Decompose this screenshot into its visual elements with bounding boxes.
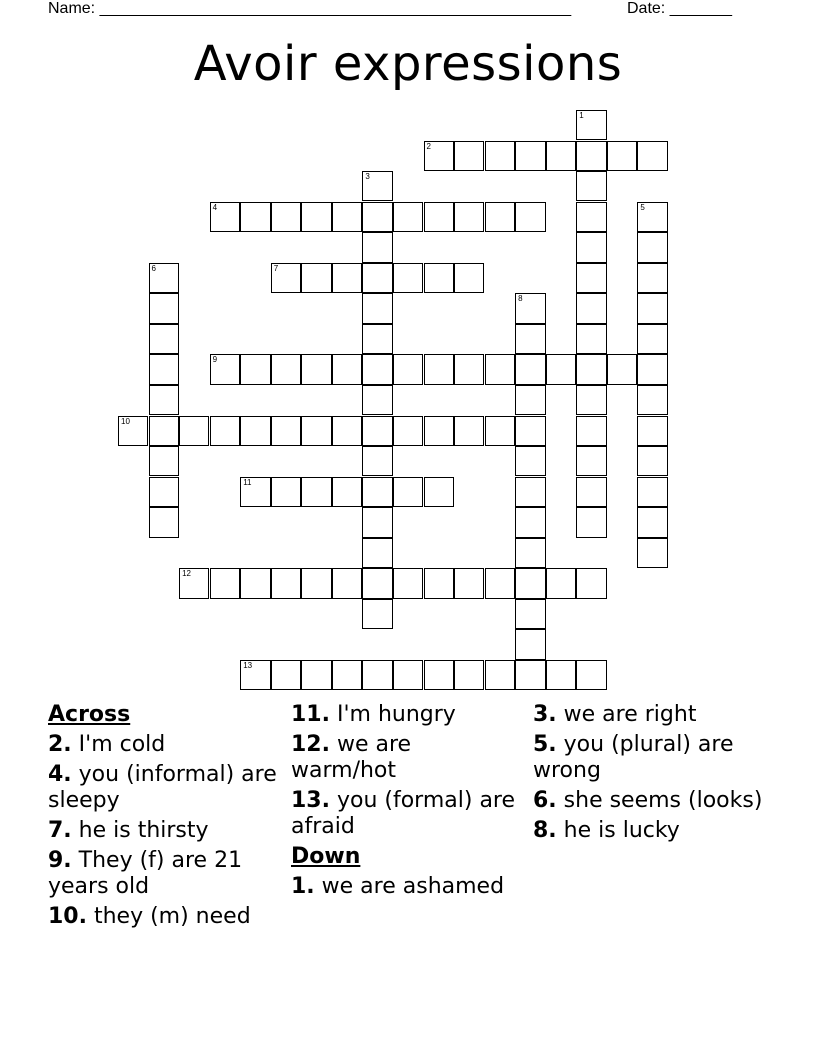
grid-cell[interactable]	[576, 385, 606, 415]
grid-cell[interactable]	[637, 416, 667, 446]
grid-cell[interactable]	[454, 202, 484, 232]
grid-cell[interactable]	[576, 293, 606, 323]
clue-number-label: 5.	[533, 732, 557, 757]
grid-cell[interactable]	[637, 324, 667, 354]
grid-cell[interactable]	[515, 477, 545, 507]
clue-item	[48, 732, 278, 758]
clue-number: 7	[273, 263, 279, 273]
grid-cell[interactable]	[637, 141, 667, 171]
grid-cell[interactable]	[576, 324, 606, 354]
grid-cell[interactable]	[515, 629, 545, 659]
grid-cell[interactable]	[454, 141, 484, 171]
grid-cell[interactable]	[637, 202, 667, 232]
grid-cell[interactable]	[607, 141, 637, 171]
clue-text: I'm hungry	[329, 702, 456, 727]
grid-cell[interactable]	[332, 416, 362, 446]
clue-item	[533, 788, 763, 814]
clue-text: she seems (looks)	[556, 788, 763, 813]
grid-cell[interactable]	[332, 660, 362, 690]
grid-cell[interactable]	[271, 202, 301, 232]
clue-number: 11	[243, 477, 252, 487]
grid-cell[interactable]	[515, 324, 545, 354]
grid-cell[interactable]	[637, 446, 667, 476]
grid-cell[interactable]	[576, 446, 606, 476]
clue-number: 12	[182, 569, 191, 579]
grid-cell[interactable]	[485, 660, 515, 690]
grid-cell[interactable]	[637, 354, 667, 384]
grid-cell[interactable]	[576, 110, 606, 140]
clue-number-label: 2.	[48, 732, 72, 757]
grid-cell[interactable]	[332, 477, 362, 507]
clue-column-3	[533, 702, 763, 848]
clue-item	[48, 818, 278, 844]
clue-number-label: 11.	[291, 702, 330, 727]
grid-cell[interactable]	[515, 660, 545, 690]
grid-cell[interactable]	[210, 568, 240, 598]
grid-cell[interactable]	[149, 385, 179, 415]
grid-cell[interactable]	[210, 202, 240, 232]
grid-cell[interactable]	[546, 141, 576, 171]
grid-cell[interactable]	[271, 354, 301, 384]
grid-cell[interactable]	[240, 660, 270, 690]
clue-number: 9	[212, 355, 218, 365]
grid-cell[interactable]	[576, 568, 606, 598]
grid-cell[interactable]	[149, 446, 179, 476]
clue-item	[291, 788, 521, 840]
grid-cell[interactable]	[515, 385, 545, 415]
grid-cell[interactable]	[576, 416, 606, 446]
clue-item	[533, 818, 763, 844]
clue-text: I'm cold	[71, 732, 166, 757]
clue-item	[48, 848, 278, 900]
grid-cell[interactable]	[576, 660, 606, 690]
grid-cell[interactable]	[515, 538, 545, 568]
grid-cell[interactable]	[485, 354, 515, 384]
clue-text: we are right	[556, 702, 697, 727]
across-heading: Across	[48, 702, 131, 727]
grid-cell[interactable]	[576, 171, 606, 201]
clue-number-label: 8.	[533, 818, 557, 843]
grid-cell[interactable]	[362, 446, 392, 476]
grid-cell[interactable]	[271, 568, 301, 598]
grid-cell[interactable]	[393, 660, 423, 690]
clue-item	[533, 732, 763, 784]
grid-cell[interactable]	[149, 293, 179, 323]
grid-cell[interactable]	[362, 660, 392, 690]
grid-cell[interactable]	[149, 477, 179, 507]
grid-cell[interactable]	[362, 538, 392, 568]
grid-cell[interactable]	[576, 477, 606, 507]
clue-number: 6	[151, 263, 156, 273]
grid-cell[interactable]	[210, 354, 240, 384]
clue-item	[533, 702, 763, 728]
clue-item	[291, 702, 521, 728]
grid-cell[interactable]	[637, 538, 667, 568]
grid-cell[interactable]	[424, 477, 454, 507]
grid-cell[interactable]	[576, 354, 606, 384]
grid-cell[interactable]	[362, 568, 392, 598]
grid-cell[interactable]	[332, 354, 362, 384]
clue-text: he is thirsty	[71, 818, 209, 843]
grid-cell[interactable]	[576, 141, 606, 171]
grid-cell[interactable]	[637, 232, 667, 262]
grid-cell[interactable]	[637, 477, 667, 507]
grid-cell[interactable]	[485, 202, 515, 232]
clue-item	[48, 904, 278, 930]
down-heading: Down	[291, 844, 361, 869]
clue-item	[291, 874, 521, 900]
grid-cell[interactable]	[515, 141, 545, 171]
grid-cell[interactable]	[515, 354, 545, 384]
grid-cell[interactable]	[179, 568, 209, 598]
grid-cell[interactable]	[424, 416, 454, 446]
grid-cell[interactable]	[271, 263, 301, 293]
grid-cell[interactable]	[362, 354, 392, 384]
grid-cell[interactable]	[546, 354, 576, 384]
grid-cell[interactable]	[576, 507, 606, 537]
grid-cell[interactable]	[179, 416, 209, 446]
grid-cell[interactable]	[271, 660, 301, 690]
grid-cell[interactable]	[424, 660, 454, 690]
grid-cell[interactable]	[424, 354, 454, 384]
grid-cell[interactable]	[362, 507, 392, 537]
grid-cell[interactable]	[362, 324, 392, 354]
grid-cell[interactable]	[240, 568, 270, 598]
grid-cell[interactable]	[576, 263, 606, 293]
grid-cell[interactable]	[240, 202, 270, 232]
clue-number: 5	[640, 202, 645, 212]
clue-text: They (f) are 21 years old	[48, 848, 243, 899]
grid-cell[interactable]	[271, 477, 301, 507]
clue-text: we are warm/hot	[291, 732, 412, 783]
clue-column-2	[291, 702, 521, 904]
grid-cell[interactable]	[362, 202, 392, 232]
grid-cell[interactable]	[637, 507, 667, 537]
grid-cell[interactable]	[149, 324, 179, 354]
grid-cell[interactable]	[362, 477, 392, 507]
grid-cell[interactable]	[454, 660, 484, 690]
clue-number: 10	[121, 416, 130, 426]
clue-number: 4	[212, 202, 218, 212]
grid-cell[interactable]	[149, 263, 179, 293]
grid-cell[interactable]	[515, 599, 545, 629]
clue-number: 8	[518, 294, 523, 304]
grid-cell[interactable]	[149, 507, 179, 537]
grid-cell[interactable]	[271, 416, 301, 446]
clue-number-label: 10.	[48, 904, 87, 929]
grid-cell[interactable]	[485, 568, 515, 598]
clue-text: we are ashamed	[314, 874, 505, 899]
grid-cell[interactable]	[424, 202, 454, 232]
clue-number-label: 12.	[291, 732, 330, 757]
grid-cell[interactable]	[454, 416, 484, 446]
grid-cell[interactable]	[362, 171, 392, 201]
clue-number-label: 3.	[533, 702, 557, 727]
clue-number-label: 13.	[291, 788, 330, 813]
clue-number-label: 9.	[48, 848, 72, 873]
clue-text: you (plural) are wrong	[533, 732, 734, 783]
clue-number-label: 6.	[533, 788, 557, 813]
grid-cell[interactable]	[332, 263, 362, 293]
date-field-label: Date: _______	[627, 0, 732, 17]
clue-number-label: 7.	[48, 818, 72, 843]
grid-cell[interactable]	[393, 354, 423, 384]
name-field-label: Name: _____________________________________________________	[48, 0, 572, 17]
grid-cell[interactable]	[424, 263, 454, 293]
clue-text: you (informal) are sleepy	[48, 762, 277, 813]
grid-cell[interactable]	[546, 568, 576, 598]
clue-number: 1	[579, 111, 584, 120]
clue-number: 3	[365, 172, 370, 182]
grid-cell[interactable]	[637, 293, 667, 323]
clue-number: 2	[426, 141, 431, 151]
page-title: Avoir expressions	[193, 36, 623, 92]
grid-cell[interactable]	[301, 202, 331, 232]
grid-cell[interactable]	[362, 599, 392, 629]
grid-cell[interactable]	[210, 416, 240, 446]
grid-cell[interactable]	[607, 354, 637, 384]
grid-cell[interactable]	[424, 141, 454, 171]
grid-cell[interactable]	[362, 416, 392, 446]
grid-cell[interactable]	[515, 568, 545, 598]
grid-cell[interactable]	[240, 477, 270, 507]
clue-item	[291, 732, 521, 784]
grid-cell[interactable]	[485, 141, 515, 171]
grid-cell[interactable]	[576, 232, 606, 262]
grid-cell[interactable]	[637, 263, 667, 293]
grid-cell[interactable]	[332, 202, 362, 232]
grid-cell[interactable]	[332, 568, 362, 598]
clue-item	[48, 762, 278, 814]
grid-cell[interactable]	[393, 477, 423, 507]
grid-cell[interactable]	[393, 263, 423, 293]
grid-cell[interactable]	[576, 202, 606, 232]
grid-cell[interactable]	[362, 232, 392, 262]
grid-cell[interactable]	[301, 263, 331, 293]
grid-cell[interactable]	[454, 568, 484, 598]
grid-cell[interactable]	[393, 202, 423, 232]
grid-cell[interactable]	[454, 354, 484, 384]
clue-text: he is lucky	[556, 818, 680, 843]
grid-cell[interactable]	[301, 354, 331, 384]
grid-cell[interactable]	[301, 477, 331, 507]
grid-cell[interactable]	[515, 446, 545, 476]
clue-number-label: 4.	[48, 762, 72, 787]
grid-cell[interactable]	[393, 568, 423, 598]
grid-cell[interactable]	[485, 416, 515, 446]
clue-text: they (m) need	[86, 904, 251, 929]
grid-cell[interactable]	[515, 507, 545, 537]
grid-cell[interactable]	[546, 660, 576, 690]
grid-cell[interactable]	[149, 354, 179, 384]
grid-cell[interactable]	[515, 416, 545, 446]
grid-cell[interactable]	[393, 416, 423, 446]
clue-column-1	[48, 702, 278, 934]
grid-cell[interactable]	[240, 416, 270, 446]
grid-cell[interactable]	[454, 263, 484, 293]
grid-cell[interactable]	[515, 202, 545, 232]
grid-cell[interactable]	[240, 354, 270, 384]
clue-number-label: 1.	[291, 874, 315, 899]
grid-cell[interactable]	[515, 293, 545, 323]
grid-cell[interactable]	[301, 660, 331, 690]
clue-number: 13	[243, 660, 253, 670]
grid-cell[interactable]	[424, 568, 454, 598]
grid-cell[interactable]	[362, 263, 392, 293]
grid-cell[interactable]	[301, 568, 331, 598]
grid-cell[interactable]	[118, 416, 148, 446]
grid-cell[interactable]	[149, 416, 179, 446]
grid-cell[interactable]	[301, 416, 331, 446]
clue-text: you (formal) are afraid	[291, 788, 516, 839]
grid-cell[interactable]	[362, 385, 392, 415]
grid-cell[interactable]	[637, 385, 667, 415]
grid-cell[interactable]	[362, 293, 392, 323]
